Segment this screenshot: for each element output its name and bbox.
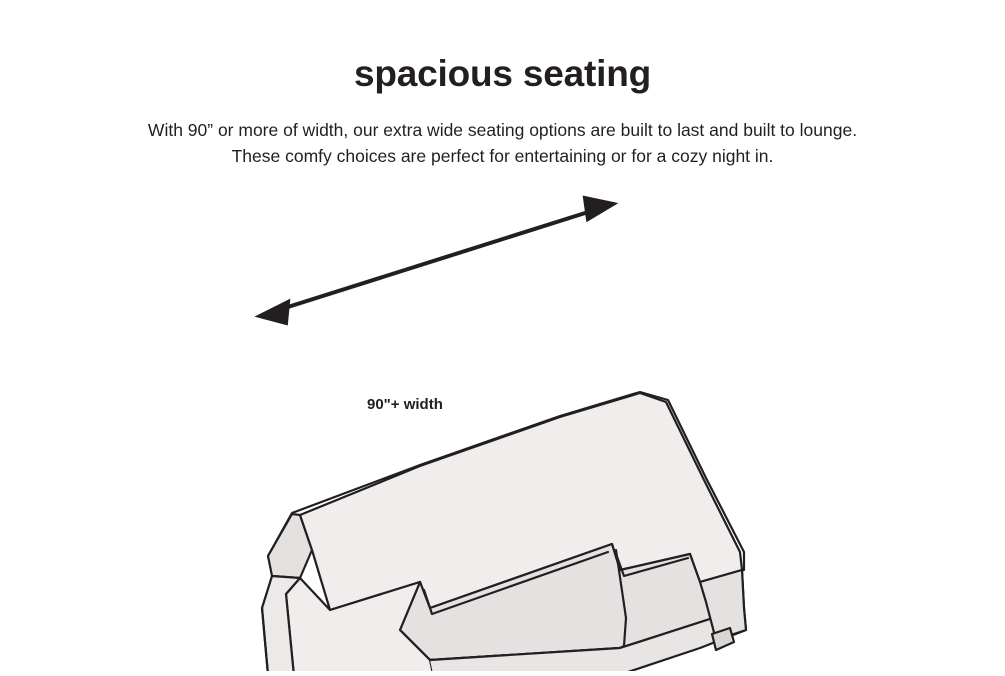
description-line-1: With 90” or more of width, our extra wide seating options are built to last and built to lounge. [147, 120, 858, 140]
double-headed-arrow-icon [260, 198, 613, 323]
description-text [0, 117, 1005, 169]
sofa-line-drawing-icon [0, 178, 1005, 671]
sofa-illustration [0, 178, 1005, 671]
description-line-2: These comfy choices are perfect for entertaining or for a cozy night in. [231, 146, 774, 166]
dimension-label: 90"+ width [367, 396, 443, 413]
page-title: spacious seating [353, 53, 651, 94]
